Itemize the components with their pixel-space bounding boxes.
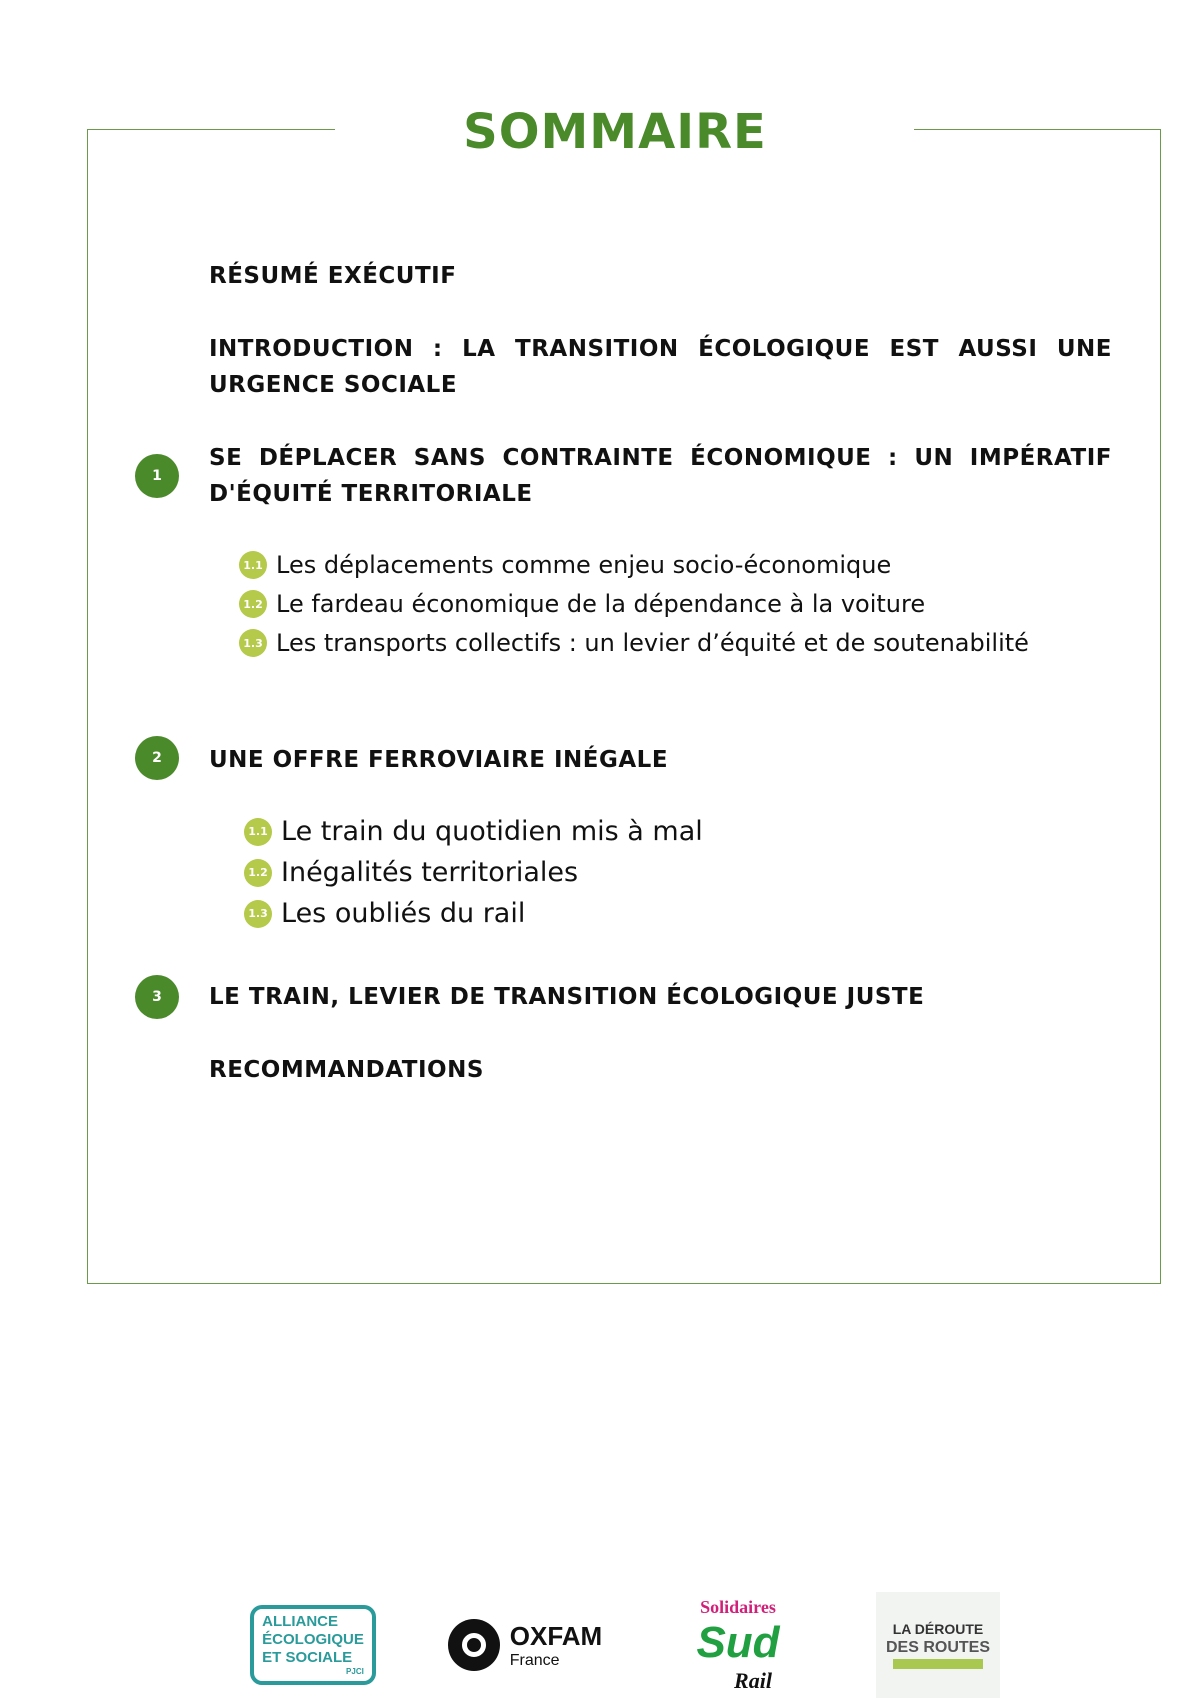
subitem-label: Le fardeau économique de la dépendance à la voiture	[276, 590, 926, 618]
subsection-badge: 1.2	[244, 859, 272, 887]
subitem-label: Les transports collectifs : un levier d’équité et de soutenabilité	[276, 629, 1029, 657]
oxfam-france-logo: OXFAM France	[440, 1592, 610, 1698]
subsection-badge: 1.3	[239, 629, 267, 657]
subitem-label: Les déplacements comme enjeu socio-économique	[276, 551, 892, 579]
deroute-des-routes-logo: LA DÉROUTE DES ROUTES	[876, 1592, 1000, 1698]
toc-entry-recommandations[interactable]: RECOMMANDATIONS	[209, 1057, 484, 1083]
toc-frame	[87, 129, 1161, 1284]
alliance-ecologique-sociale-logo: ALLIANCE ÉCOLOGIQUE ET SOCIALE PJCI	[236, 1592, 390, 1698]
toc-entry-section-2[interactable]: UNE OFFRE FERROVIAIRE INÉGALE	[209, 747, 669, 773]
toc-subitem[interactable]	[244, 857, 578, 888]
subsection-badge: 1.2	[239, 590, 267, 618]
subsection-badge: 1.3	[244, 900, 272, 928]
toc-entry-section-3[interactable]: LE TRAIN, LEVIER DE TRANSITION ÉCOLOGIQUE JUSTE	[209, 984, 925, 1010]
toc-subitem[interactable]	[239, 590, 925, 618]
subitem-label: Inégalités territoriales	[281, 857, 579, 888]
toc-subitem[interactable]	[244, 898, 525, 929]
subitem-label: Les oubliés du rail	[281, 898, 526, 929]
sud-rail-logo: Solidaires Sud Rail	[696, 1597, 780, 1693]
section-number-badge: 3	[135, 975, 179, 1019]
subsection-badge: 1.1	[239, 551, 267, 579]
section-number-badge: 1	[135, 454, 179, 498]
subitem-label: Le train du quotidien mis à mal	[281, 816, 703, 847]
page-title: SOMMAIRE	[463, 104, 767, 160]
toc-entry-section-1[interactable]: SE DÉPLACER SANS CONTRAINTE ÉCONOMIQUE : UN IMPÉRATIF D'ÉQUITÉ TERRITORIALE	[209, 445, 1112, 507]
toc-subitem[interactable]	[239, 629, 1029, 657]
subsection-badge: 1.1	[244, 818, 272, 846]
toc-subitem[interactable]	[244, 816, 703, 847]
toc-subitem[interactable]	[239, 551, 891, 579]
toc-entry-introduction[interactable]: INTRODUCTION : LA TRANSITION ÉCOLOGIQUE EST AUSSI UNE URGENCE SOCIALE	[209, 336, 1112, 398]
toc-entry-resume[interactable]: RÉSUMÉ EXÉCUTIF	[209, 263, 457, 289]
section-number-badge: 2	[135, 736, 179, 780]
oxfam-icon	[448, 1619, 500, 1671]
